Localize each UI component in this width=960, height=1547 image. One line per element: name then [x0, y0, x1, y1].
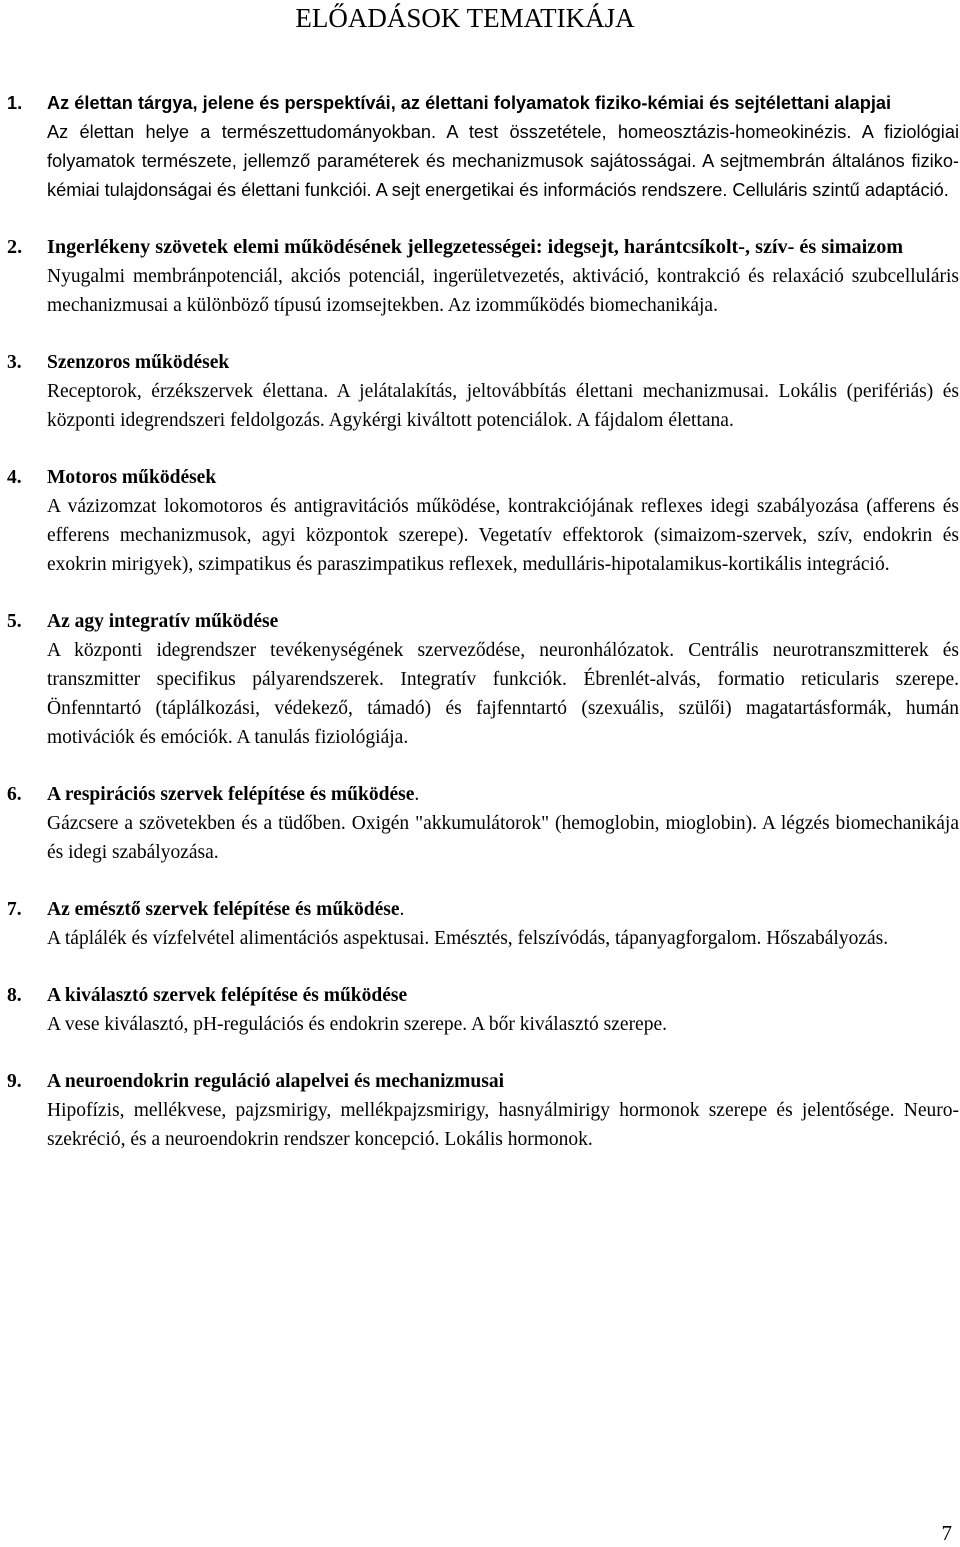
topic-body: Gázcsere a szövetekben és a tüdőben. Oxigén "akkumulátorok" (hemoglobin, mioglobin). A légzés biomechanikája és idegi szabályozása.: [47, 813, 959, 863]
topic-section-1: [0, 89, 960, 205]
topic-number: 5.: [7, 611, 22, 632]
topic-section-4: [0, 463, 960, 579]
topic-section-5: [0, 607, 960, 752]
topic-section-6: [0, 780, 960, 867]
topic-number: 3.: [7, 352, 22, 373]
topic-section-2: [0, 233, 960, 320]
topic-heading: [47, 895, 959, 924]
page-title: ELŐADÁSOK TEMATIKÁJA: [295, 3, 635, 33]
topic-section-3: [0, 348, 960, 435]
topic-body: A központi idegrendszer tevékenységének szerveződése, neuronhálózatok. Centrális neurotranszmitterek és transzmitter specifikus pályarendszerek. Integratív funkciók. Ébrenlét-alvás, formatio reticularis szerepe. Önfenntartó (táplálkozási, védekező, támadó) és fajfenntartó (szexuális, szülői) magatartásformák, humán motivációk és emóciók. A tanulás fiziológiája.: [47, 640, 959, 748]
topic-section-8: [0, 981, 960, 1039]
topic-heading: [47, 607, 959, 636]
topic-section-7: [0, 895, 960, 953]
topic-number: 2.: [7, 236, 23, 258]
topic-heading: [47, 981, 959, 1010]
topic-heading: [47, 1067, 959, 1096]
topic-number: 8.: [7, 985, 22, 1006]
topic-number: 4.: [7, 467, 22, 488]
topic-heading: [47, 233, 959, 262]
topic-heading-text: Motoros működések: [47, 467, 217, 488]
topic-heading: [47, 780, 959, 809]
topic-heading-text: A respirációs szervek felépítése és működése: [47, 784, 415, 805]
topic-heading-suffix: .: [399, 899, 405, 920]
lecture-topics-list: [0, 89, 960, 1182]
topic-heading-text: A neuroendokrin reguláció alapelvei és mechanizmusai: [47, 1071, 504, 1092]
topic-body: A vázizomzat lokomotoros és antigravitációs működése, kontrakciójának reflexes idegi szabályozása (afferens és efferens mechanizmusok, agyi központok szerepe). Vegetatív effektorok (simaizom-szervek, szív, endokrin és exokrin mirigyek), szimpatikus és paraszimpatikus reflexek, medulláris-hipotalamikus-kortikális integráció.: [47, 496, 959, 575]
topic-heading: [47, 89, 959, 118]
topic-heading-text: A kiválasztó szervek felépítése és működése: [47, 985, 408, 1006]
page-number: 7: [941, 1521, 952, 1545]
topic-number: 7.: [7, 899, 22, 920]
topic-heading-text: Ingerlékeny szövetek elemi működésének jellegzetességei: idegsejt, harántcsíkolt-, szív- és simaizom: [47, 236, 904, 258]
topic-body: Hipofízis, mellékvese, pajzsmirigy, mellékpajzsmirigy, hasnyálmirigy hormonok szerepe és jelentősége. Neuro-szekréció, és a neuroendokrin rendszer koncepció. Lokális hormonok.: [47, 1100, 959, 1150]
topic-heading-text: Az élettan tárgya, jelene és perspektívái, az élettani folyamatok fiziko-kémiai és sejtélettani alapjai: [47, 93, 892, 113]
topic-section-9: [0, 1067, 960, 1154]
topic-body: A táplálék és vízfelvétel alimentációs aspektusai. Emésztés, felszívódás, tápanyagforgalom. Hőszabályozás.: [47, 928, 889, 949]
topic-body: Nyugalmi membránpotenciál, akciós potenciál, ingerületvezetés, aktiváció, kontrakció és relaxáció szubcelluláris mechanizmusai a különböző típusú izomsejtekben. Az izomműködés biomechanikája.: [47, 266, 959, 316]
topic-body: Receptorok, érzékszervek élettana. A jelátalakítás, jeltovábbítás élettani mechanizmusai. Lokális (perifériás) és központi idegrendszeri feldolgozás. Agykérgi kiváltott potenciálok. A fájdalom élettana.: [47, 381, 959, 431]
topic-body: A vese kiválasztó, pH-regulációs és endokrin szerepe. A bőr kiválasztó szerepe.: [47, 1014, 667, 1035]
topic-number: 9.: [7, 1071, 22, 1092]
topic-body: Az élettan helye a természettudományokban. A test összetétele, homeosztázis-homeokinézis. A fiziológiai folyamatok természete, jellemző paraméterek és mechanizmusok sajátosságai. A sejtmembrán általános fiziko-kémiai tulajdonságai és élettani funkciói. A sejt energetikai és információs rendszere. Celluláris szintű adaptáció.: [47, 122, 959, 200]
topic-number: 6.: [7, 784, 22, 805]
topic-heading-suffix: .: [414, 784, 420, 805]
topic-heading-text: Szenzoros működések: [47, 352, 230, 373]
topic-number: 1.: [7, 93, 23, 113]
topic-heading: [47, 348, 959, 377]
topic-heading-text: Az emésztő szervek felépítése és működése: [47, 899, 400, 920]
topic-heading: [47, 463, 959, 492]
topic-heading-text: Az agy integratív működése: [47, 611, 279, 632]
